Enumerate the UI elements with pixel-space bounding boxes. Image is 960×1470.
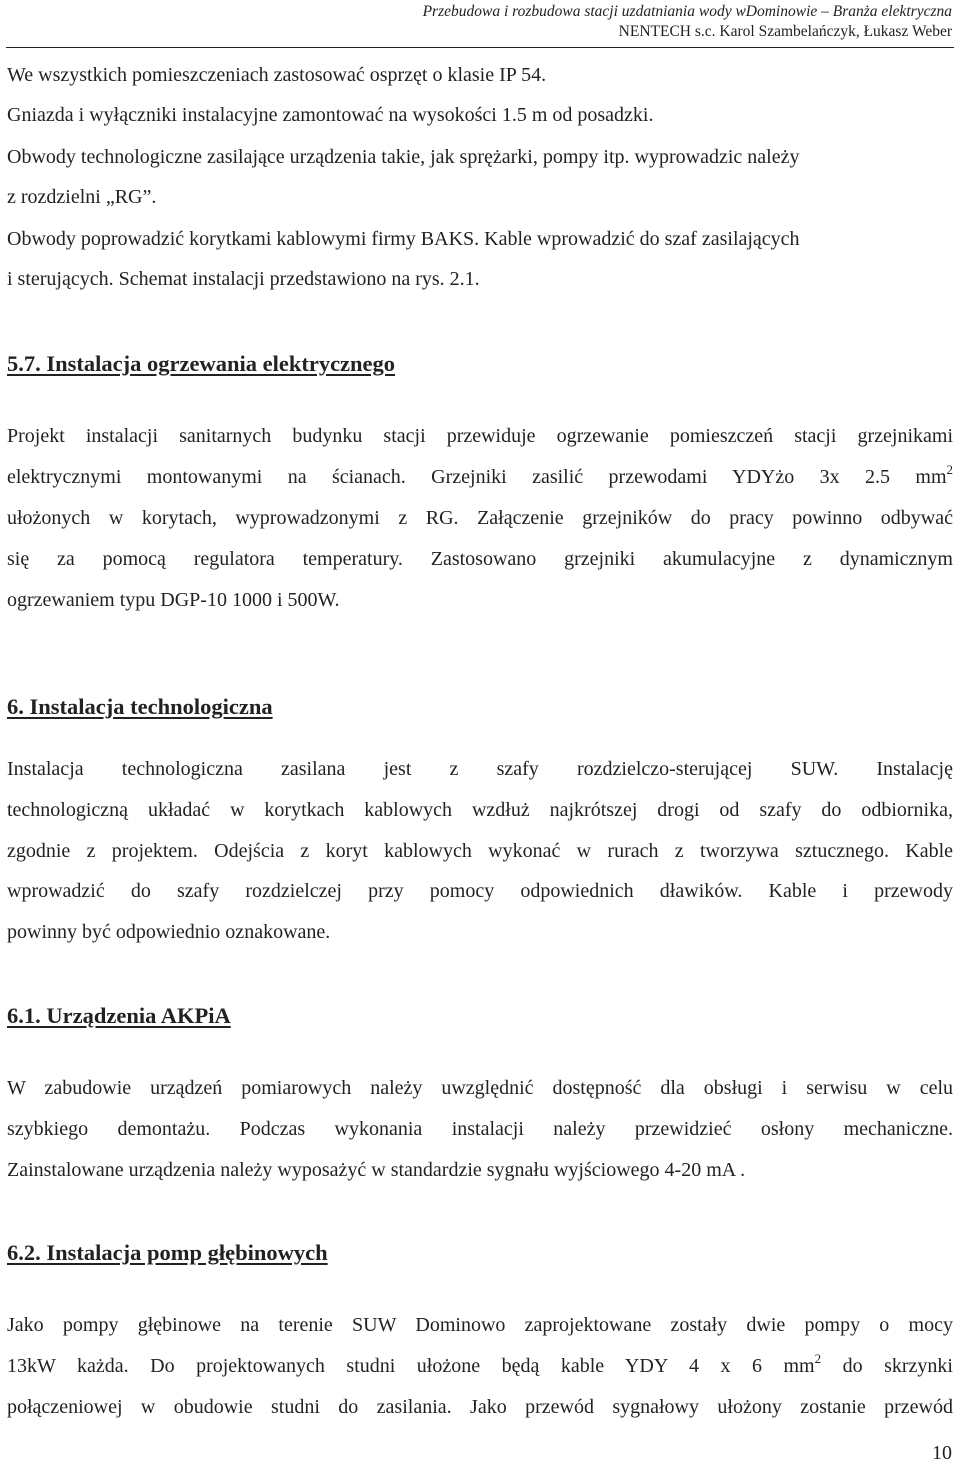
paragraph-line: ogrzewaniem typu DGP-10 1000 i 500W. (7, 589, 340, 611)
section-heading-6-1: 6.1. Urządzenia AKPiA (7, 1003, 231, 1028)
header-divider (6, 47, 954, 48)
paragraph-line: szybkiego demontażu. Podczas wykonania instalacji należy przewidzieć osłony mechaniczne. (7, 1118, 953, 1140)
paragraph-line: Instalacja technologiczna zasilana jest z szafy rozdzielczo-sterującej SUW. Instalację (7, 758, 953, 780)
intro-line-5: Obwody poprowadzić korytkami kablowymi firmy BAKS. Kable wprowadzić do szaf zasilających (7, 228, 800, 250)
paragraph-line: zgodnie z projektem. Odejścia z koryt kablowych wykonać w rurach z tworzywa sztucznego. Kable (7, 840, 953, 862)
header-company: NENTECH s.c. Karol Szambelańczyk, Łukasz Weber (618, 23, 952, 40)
intro-line-4: z rozdzielni „RG”. (7, 186, 157, 208)
paragraph-line: powinny być odpowiednio oznakowane. (7, 921, 331, 943)
intro-line-3: Obwody technologiczne zasilające urządzenia takie, jak sprężarki, pompy itp. wyprowadzic należy (7, 146, 800, 168)
paragraph-line: ułożonych w korytach, wyprowadzonymi z RG. Załączenie grzejników do pracy powinno odbywać (7, 507, 953, 529)
page-header (423, 2, 952, 42)
section-heading-5-7: 5.7. Instalacja ogrzewania elektrycznego (7, 351, 396, 376)
paragraph-line: Projekt instalacji sanitarnych budynku stacji przewiduje ogrzewanie pomieszczeń stacji grzejnikami (7, 425, 953, 447)
paragraph-line: Zainstalowane urządzenia należy wyposażyć w standardzie sygnału wyjściowego 4-20 mA . (7, 1159, 746, 1181)
paragraph-line: się za pomocą regulatora temperatury. Zastosowano grzejniki akumulacyjne z dynamicznym (7, 548, 953, 570)
paragraph-line: technologiczną układać w korytkach kablowych wzdłuż najkrótszej drogi od szafy do odbiornika, (7, 799, 953, 821)
intro-line-6: i sterujących. Schemat instalacji przedstawiono na rys. 2.1. (7, 268, 480, 290)
intro-line-2: Gniazda i wyłączniki instalacyjne zamontować na wysokości 1.5 m od posadzki. (7, 104, 654, 126)
paragraph-line: 13kW każda. Do projektowanych studni ułożone będą kable YDY 4 x 6 $mm^2$ do skrzynki (7, 1351, 953, 1377)
header-project: Przebudowa i rozbudowa stacji uzdatniania wody wDominowie – Branża elektryczna (422, 3, 952, 20)
superscript: 2 (946, 462, 953, 477)
superscript: 2 (814, 1351, 822, 1366)
page-number: 10 (932, 1442, 952, 1464)
paragraph-line: elektrycznymi montowanymi na ścianach. Grzejniki zasilić przewodami YDYżo 3x 2.5 $mm^2$ (7, 462, 953, 488)
section-heading-6-2: 6.2. Instalacja pomp głębinowych (7, 1240, 328, 1265)
paragraph-line: W zabudowie urządzeń pomiarowych należy uwzględnić dostępność dla obsługi i serwisu w celu (7, 1077, 953, 1099)
paragraph-line: połączeniowej w obudowie studni do zasilania. Jako przewód sygnałowy ułożony zostanie przewód (7, 1396, 953, 1418)
paragraph-line: wprowadzić do szafy rozdzielczej przy pomocy odpowiednich dławików. Kable i przewody (7, 880, 953, 902)
paragraph-line: Jako pompy głębinowe na terenie SUW Dominowo zaprojektowane zostały dwie pompy o mocy (7, 1314, 953, 1336)
intro-line-1: We wszystkich pomieszczeniach zastosować osprzęt o klasie IP 54. (7, 64, 547, 86)
section-heading-6: 6. Instalacja technologiczna (7, 694, 273, 719)
